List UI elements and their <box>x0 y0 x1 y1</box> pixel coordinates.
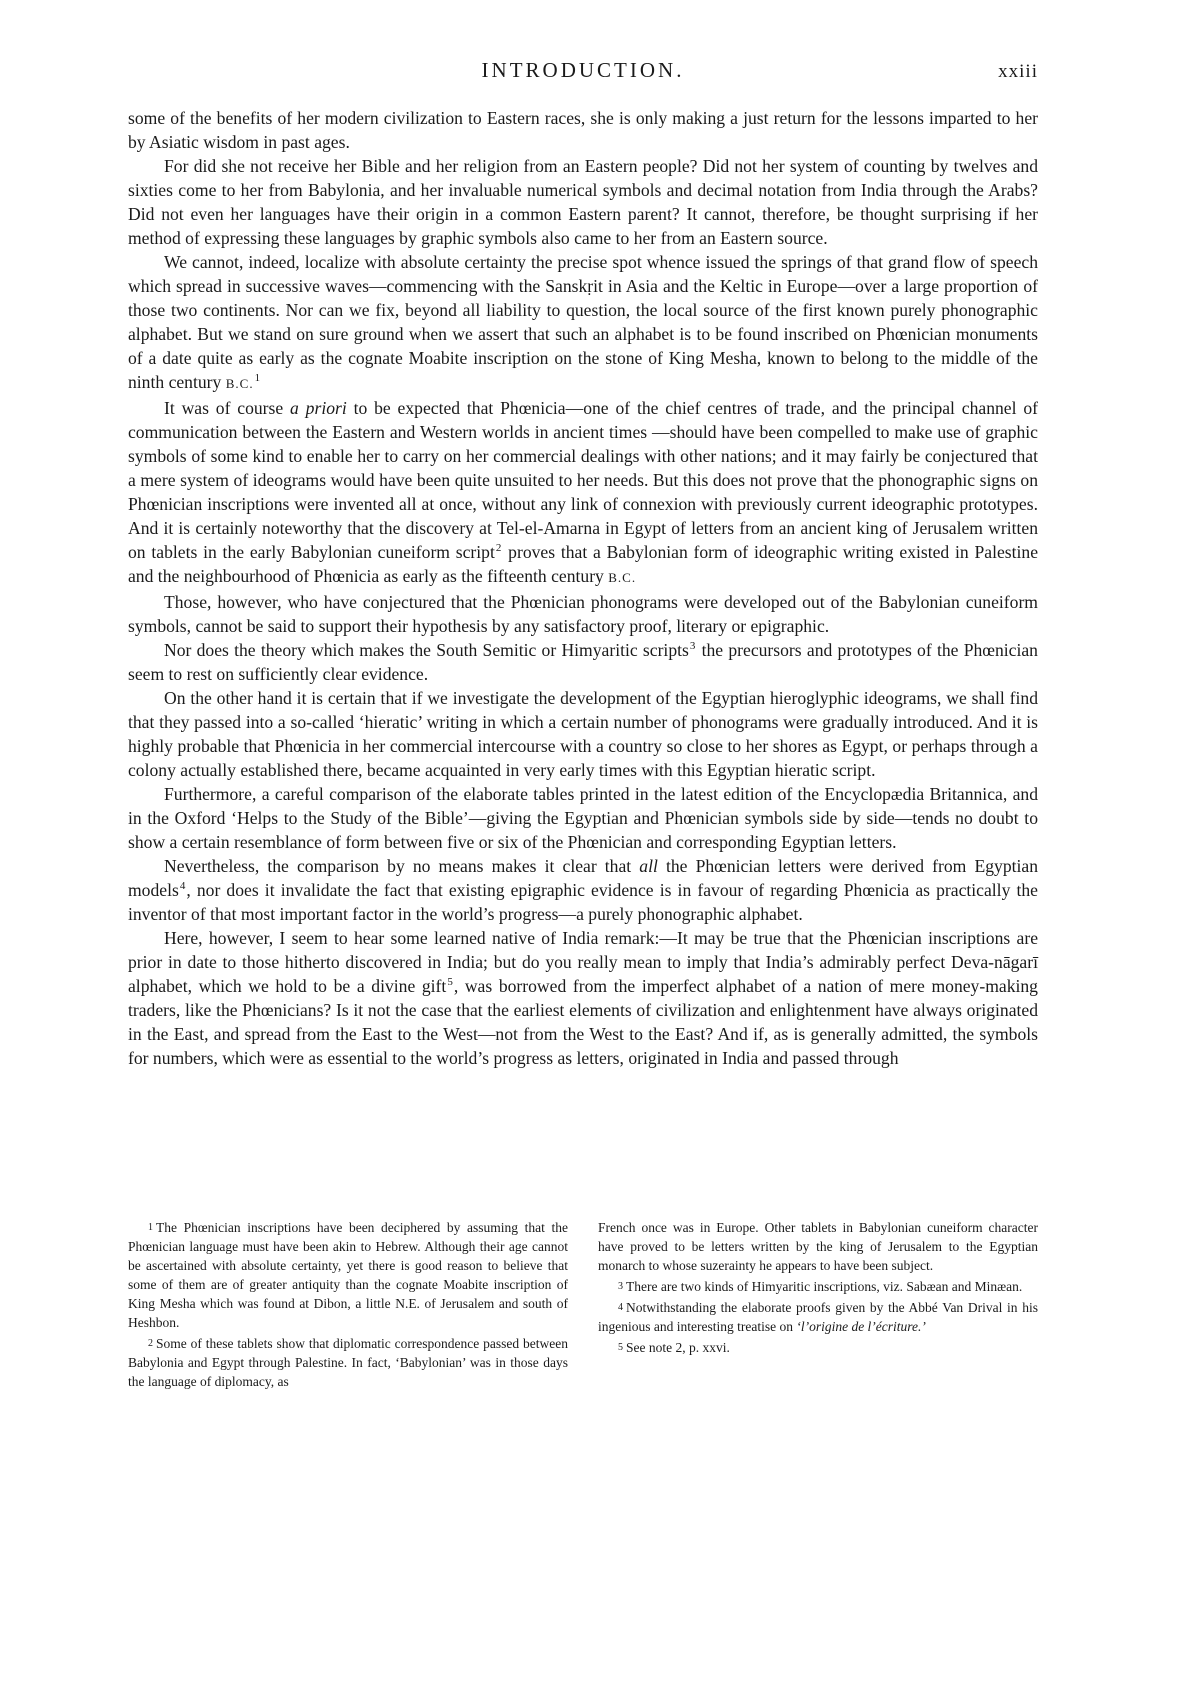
paragraph-6 <box>128 638 1038 686</box>
paragraph-4 <box>128 396 1038 590</box>
paragraph-6-text: Nor does the theory which makes the South Semitic or Himyaritic scripts <box>164 640 689 660</box>
paragraph-3-text: We cannot, indeed, localize with absolute certainty the precise spot whence issued the springs of that grand flow of speech which spread in successive waves—commencing with the Sanskṛit in Asia and the Keltic in Europe—over a large proportion of those two continents. Nor can we fix, beyond all liability to question, the local source of the first known purely phonographic alphabet. But we stand on sure ground when we assert that such an alphabet is to be found inscribed on Phœnician monuments of a date quite as early as the cognate Moabite inscription on the stone of King Mesha, known to belong to the middle of the ninth century <box>128 252 1038 392</box>
footnote-2-continued <box>598 1218 1038 1275</box>
paragraph-4-lead: It was of course <box>164 398 284 418</box>
footnote-3 <box>598 1277 1038 1296</box>
footnote-1 <box>128 1218 568 1332</box>
running-title: INTRODUCTION. <box>481 58 685 82</box>
footnote-4-text: Notwithstanding the elaborate proofs given by the Abbé Van Drival in his ingenious and interesting treatise on <box>598 1300 1038 1334</box>
footnote-reference-1[interactable]: 1 <box>254 372 261 384</box>
footnote-marker: 4 <box>618 1302 623 1313</box>
footnote-marker: 1 <box>148 1222 153 1233</box>
paragraph-3 <box>128 250 1038 396</box>
running-head <box>128 58 1038 88</box>
italic-phrase: a priori <box>290 398 347 418</box>
footnote-4 <box>598 1298 1038 1336</box>
paragraph-6-continuation: the precursors and prototypes of the Phœnician seem to rest on sufficiently clear evidence. <box>128 640 1038 684</box>
footnotes-left-column <box>128 1218 568 1391</box>
paragraph-4-continuation: proves that a Babylonian form of ideographic writing existed in Palestine and the neighbourhood of Phœnicia as early as the fifteenth century <box>128 542 1039 586</box>
footnote-reference-2[interactable]: 2 <box>495 542 502 554</box>
paragraph-10-continuation: , was borrowed from the imperfect alphabet of a nation of mere money-making traders, like the Phœnicians? Is it not the case that the earliest elements of civilization and enlightenment have always originated in the East, and spread from the East to the West—not from the West to the East? And if, as is generally admitted, the symbols for numbers, which were as essential to the world’s progress as letters, originated in India and passed through <box>128 976 1038 1068</box>
paragraph-9-middle: the Phœnician letters were derived from Egyptian models <box>128 856 1038 900</box>
paragraph-1: some of the benefits of her modern civilization to Eastern races, she is only making a just return for the lessons imparted to her by Asiatic wisdom in past ages. <box>128 108 1038 152</box>
footnote-5-text: See note 2, p. xxvi. <box>626 1340 730 1355</box>
footnote-reference-5[interactable]: 5 <box>447 976 453 988</box>
footnote-2-continuation: French once was in Europe. Other tablets in Babylonian cuneiform character have proved to be letters written by the king of Jerusalem to the Egyptian monarch to whose suzerainty he appears to have been subject. <box>598 1220 1038 1273</box>
paragraph-8: Furthermore, a careful comparison of the elaborate tables printed in the latest edition of the Encyclopædia Britannica, and in the Oxford ‘Helps to the Study of the Bible’—giving the Egyptian and Phœnician symbols side by side—tends no doubt to show a certain resemblance of form between five or six of the Phœnician and corresponding Egyptian letters. <box>128 784 1038 852</box>
paragraph-7: On the other hand it is certain that if we investigate the development of the Egyptian hieroglyphic ideograms, we shall find that they passed into a so-called ‘hieratic’ writing in which a certain number of phonograms were gradually introduced. And it is highly probable that Phœnicia in her commercial intercourse with a country so close to her shores as Egypt, or perhaps through a colony actually established there, became acquainted in very early times with this Egyptian hieratic script. <box>128 688 1038 780</box>
book-page <box>128 58 1038 1658</box>
book-title: ‘l’origine de l’écriture.’ <box>796 1319 926 1334</box>
paragraph-10 <box>128 926 1038 1070</box>
paragraph-9-continuation: , nor does it invalidate the fact that existing epigraphic evidence is in favour of regarding Phœnicia as practically the inventor of that most important factor in the world’s progress—a purely phonographic alphabet. <box>128 880 1038 924</box>
footnote-marker: 5 <box>618 1342 623 1353</box>
footnote-marker: 2 <box>148 1338 153 1349</box>
paragraph-10-text: Here, however, I seem to hear some learned native of India remark:—It may be true that the Phœnician inscriptions are prior in date to those hitherto discovered in India; but do you really mean to imply that India’s admirably perfect Deva-nāgarī alphabet, which we hold to be a divine gift <box>128 928 1038 996</box>
footnote-reference-4[interactable]: 4 <box>179 880 186 892</box>
italic-word: all <box>639 856 658 876</box>
paragraph-5: Those, however, who have conjectured that the Phœnician phonograms were developed out of the Babylonian cuneiform symbols, cannot be said to support their hypothesis by any satisfactory proof, literary or epigraphic. <box>128 592 1038 636</box>
body-text <box>128 106 1038 1070</box>
era-abbreviation: B.C. <box>225 376 254 391</box>
page-number: xxiii <box>998 61 1038 82</box>
footnote-2-text: Some of these tablets show that diplomatic correspondence passed between Babylonia and Egypt through Palestine. In fact, ‘Babylonian’ was in those days the language of diplomacy, as <box>128 1336 568 1389</box>
paragraph-9 <box>128 854 1038 926</box>
footnote-reference-3[interactable]: 3 <box>689 640 696 652</box>
paragraph-2: For did she not receive her Bible and her religion from an Eastern people? Did not her system of counting by twelves and sixties come to her from Babylonia, and her invaluable numerical symbols and decimal notation from India through the Arabs? Did not even her languages have their origin in a common Eastern parent? It cannot, therefore, be thought surprising if her method of expressing these languages by graphic symbols also came to her from an Eastern source. <box>128 156 1038 248</box>
footnotes <box>128 1218 1038 1391</box>
footnote-3-text: There are two kinds of Himyaritic inscriptions, viz. Sabæan and Minæan. <box>626 1279 1023 1294</box>
era-abbreviation: B.C. <box>608 570 637 585</box>
paragraph-9-text: Nevertheless, the comparison by no means makes it clear that <box>164 856 632 876</box>
footnote-5 <box>598 1338 1038 1357</box>
footnote-2 <box>128 1334 568 1391</box>
footnote-marker: 3 <box>618 1281 623 1292</box>
paragraph-4-text: to be expected that Phœnicia—one of the chief centres of trade, and the principal channel of communication between the Eastern and Western worlds in ancient times —should have been compelled to make use of graphic symbols of some kind to enable her to carry on her commercial dealings with other nations; and it may fairly be conjectured that a mere system of ideograms would have been quite unsuited to her needs. But this does not prove that the phonographic signs on Phœnician inscriptions were invented all at once, without any link of connexion with previously current ideographic prototypes. And it is certainly noteworthy that the discovery at Tel-el-Amarna in Egypt of letters from an ancient king of Jerusalem written on tablets in the early Babylonian cuneiform script <box>128 398 1038 562</box>
footnotes-right-column <box>598 1218 1038 1391</box>
footnote-1-text: The Phœnician inscriptions have been deciphered by assuming that the Phœnician language must have been akin to Hebrew. Although their age cannot be ascertained with absolute certainty, yet there is good reason to believe that some of them are of greater antiquity than the cognate Moabite inscription of King Mesha which was found at Dibon, a little N.E. of Jerusalem and south of Heshbon. <box>128 1220 568 1330</box>
